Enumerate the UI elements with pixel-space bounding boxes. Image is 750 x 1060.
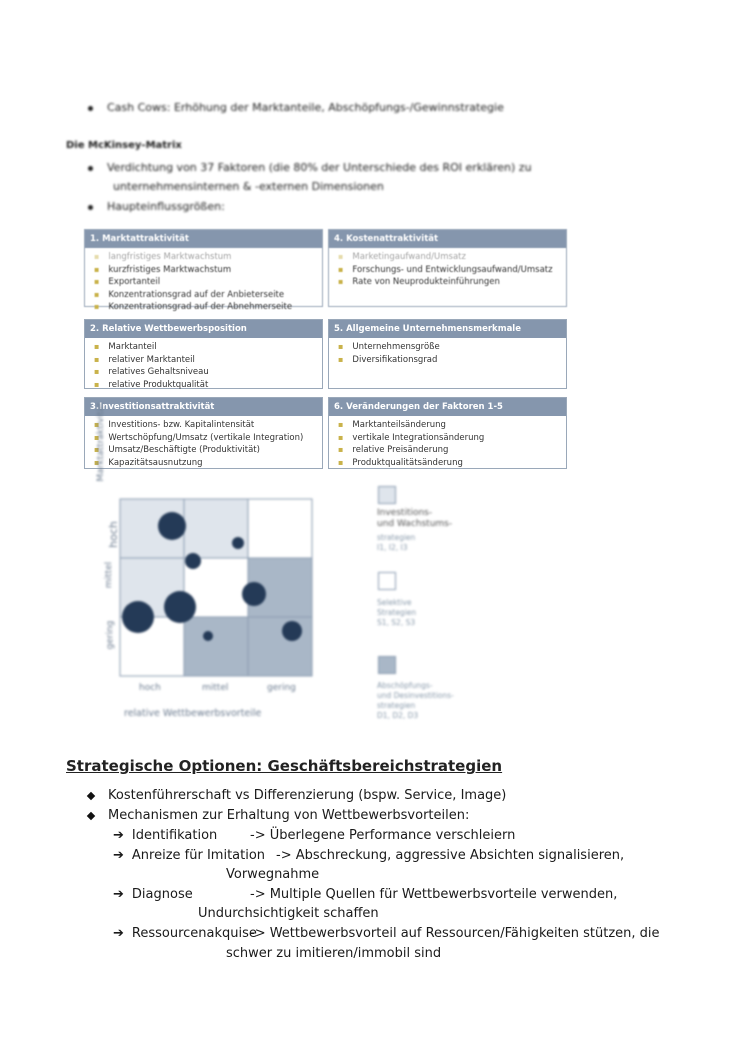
factor-item: ▪ Marktanteilsänderung — [338, 419, 566, 432]
matrix-cell — [184, 617, 248, 676]
arrow-right-icon: ➔ — [113, 887, 124, 902]
top-bullet-text: Cash Cows: Erhöhung der Marktanteile, Abschöpfungs-/Gewinnstrategie — [107, 101, 504, 114]
factor-item: ▪ kurzfristiges Marktwachstum — [94, 264, 322, 277]
mck-bullet-2 — [88, 200, 225, 213]
factor-item: ▪ Marktanteil — [94, 341, 322, 354]
matrix-cell — [248, 499, 312, 558]
legend-swatch-dark — [378, 656, 396, 674]
factor-box — [328, 397, 567, 469]
legend-sub-2: Selektive Strategien S1, S2, S3 — [377, 598, 417, 627]
y-level-low: gering — [105, 620, 116, 650]
arrow-row-2-label: Anreize für Imitation — [131, 848, 266, 863]
factor-item: ▪ Forschungs- und Entwicklungsaufwand/Umsatz — [338, 264, 566, 277]
x-level-mid: mittel — [202, 683, 229, 693]
y-level-high: hoch — [106, 521, 120, 548]
arrow-row-2-text: -> Abschreckung, aggressive Absichten signalisieren, — [276, 848, 625, 863]
arrow-row-4-cont: schwer zu imitieren/immobil sind — [226, 946, 442, 961]
factor-box — [84, 229, 323, 312]
business-unit-bubble — [122, 601, 154, 633]
factor-box-items — [85, 248, 322, 314]
legend-swatch-white — [378, 572, 396, 590]
arrow-right-icon: ➔ — [113, 848, 124, 863]
factor-item: ▪ langfristiges Marktwachstum — [94, 251, 322, 264]
business-unit-bubble — [282, 621, 302, 641]
factor-box — [84, 397, 323, 469]
factor-item: ▪ relative Produktqualität — [94, 379, 322, 392]
factor-item: ▪ Konzentrationsgrad auf der Abnehmerseite — [94, 301, 322, 314]
legend-sub-3: Abschöpfungs- und Desinvestitions- strategien D1, D2, D3 — [377, 681, 454, 720]
arrow-row-4-text: -> Wettbewerbsvorteil auf Ressourcen/Fähigkeiten stützen, die — [250, 926, 660, 941]
factor-item: ▪ Unternehmensgröße — [338, 341, 566, 354]
factor-item: ▪ relativer Marktanteil — [94, 354, 322, 367]
factor-item: ▪ Umsatz/Beschäftigte (Produktivität) — [94, 444, 322, 457]
factor-box — [328, 319, 567, 389]
factor-box-title: 4. Kostenattraktivität — [329, 230, 566, 248]
factor-item: ▪ Exportanteil — [94, 276, 322, 289]
legend-sub-1: strategien I1, I2, I3 — [377, 533, 416, 552]
arrow-row-1-text: -> Überlegene Performance verschleiern — [250, 828, 516, 843]
factor-box-title: 3.Investitionsattraktivität — [85, 398, 322, 416]
bullet-dot — [88, 106, 93, 111]
factor-item: ▪ Produktqualitätsänderung — [338, 457, 566, 470]
x-axis-title: relative Wettbewerbsvorteile — [124, 708, 262, 719]
arrow-row-2 — [113, 848, 265, 863]
bullet-diamond — [87, 811, 95, 819]
factor-box-title: 6. Veränderungen der Faktoren 1-5 — [329, 398, 566, 416]
bullet-dot — [88, 166, 93, 171]
factor-item: ▪ relatives Gehaltsniveau — [94, 366, 322, 379]
arrow-row-4 — [113, 926, 257, 941]
arrow-row-1 — [113, 828, 217, 843]
mck-bullet-1 — [88, 161, 684, 174]
factor-box-title: 5. Allgemeine Unternehmensmerkmale — [329, 320, 566, 338]
business-unit-bubble — [158, 512, 186, 540]
factor-item: ▪ Rate von Neuprodukteinführungen — [338, 276, 566, 289]
y-axis-title: Marktattraktivität — [96, 402, 106, 482]
factor-item: ▪ Kapazitätsausnutzung — [94, 457, 322, 470]
main-bullet-2-text: Mechanismen zur Erhaltung von Wettbewerbsvorteilen: — [108, 808, 470, 823]
arrow-right-icon: ➔ — [113, 926, 124, 941]
factor-box — [84, 319, 323, 389]
mck-bullet-2-text: Haupteinflussgrößen: — [107, 200, 225, 213]
bullet-diamond — [87, 791, 95, 799]
arrow-row-3-label: Diagnose — [131, 887, 193, 902]
bullet-dot — [88, 205, 93, 210]
section-title: Die McKinsey-Matrix — [66, 140, 182, 151]
factor-box-items — [329, 338, 566, 366]
factor-item: ▪ vertikale Integrationsänderung — [338, 432, 566, 445]
arrow-right-icon: ➔ — [113, 828, 124, 843]
main-bullet-1-text: Kostenführerschaft vs Differenzierung (bspw. Service, Image) — [108, 788, 507, 803]
factor-box-items — [85, 416, 322, 469]
arrow-row-3-cont: Undurchsichtigkeit schaffen — [198, 906, 379, 921]
factor-box — [328, 229, 567, 307]
factor-item: ▪ Wertschöpfung/Umsatz (vertikale Integration) — [94, 432, 322, 445]
arrow-row-1-label: Identifikation — [131, 828, 218, 843]
mck-bullet-1-cont: unternehmensinternen & -externen Dimensionen — [113, 180, 384, 193]
matrix-cell — [248, 617, 312, 676]
arrow-row-2-cont: Vorwegnahme — [226, 867, 320, 882]
factor-box-title: 2. Relative Wettbewerbsposition — [85, 320, 322, 338]
factor-item: ▪ Konzentrationsgrad auf der Anbieterseite — [94, 289, 322, 302]
arrow-row-3 — [113, 887, 193, 902]
legend-swatch-light — [378, 486, 396, 504]
business-unit-bubble — [164, 591, 196, 623]
business-unit-bubble — [203, 631, 213, 641]
factor-box-title: 1. Marktattraktivität — [85, 230, 322, 248]
main-bullet-2 — [88, 808, 469, 823]
factor-box-items — [329, 248, 566, 289]
main-heading: Strategische Optionen: Geschäftsbereichstrategien — [66, 757, 503, 775]
legend-title-1: Investitions- und Wachstums- — [377, 508, 453, 529]
business-unit-bubble — [242, 582, 266, 606]
factor-item: ▪ relative Preisänderung — [338, 444, 566, 457]
mck-bullet-1-text: Verdichtung von 37 Faktoren (die 80% der Unterschiede des ROI erklären) zu — [107, 161, 532, 174]
x-level-low: gering — [267, 683, 296, 693]
arrow-row-3-text: -> Multiple Quellen für Wettbewerbsvorteile verwenden, — [250, 887, 618, 902]
top-bullet — [88, 101, 504, 114]
main-bullet-1 — [88, 788, 506, 803]
factor-box-items — [329, 416, 566, 469]
business-unit-bubble — [232, 537, 244, 549]
business-unit-bubble — [185, 553, 201, 569]
factor-item: ▪ Marketingaufwand/Umsatz — [338, 251, 566, 264]
factor-item: ▪ Diversifikationsgrad — [338, 354, 566, 367]
x-level-high: hoch — [139, 683, 161, 693]
matrix-cell — [184, 499, 248, 558]
factor-item: ▪ Investitions- bzw. Kapitalintensität — [94, 419, 322, 432]
arrow-row-4-label: Ressourcenakquise — [131, 926, 257, 941]
y-level-mid: mittel — [104, 561, 115, 589]
factor-box-items — [85, 338, 322, 391]
